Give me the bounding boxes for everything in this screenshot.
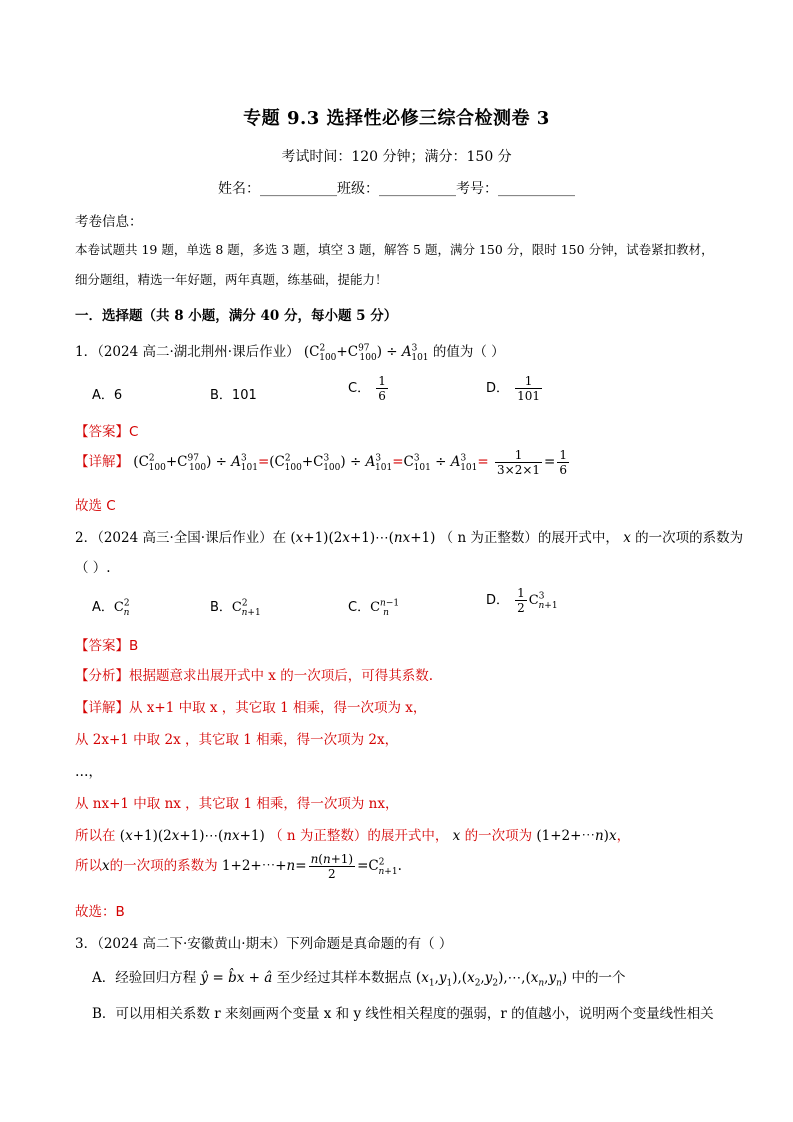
- q2-option-a: A．$C^2_n$: [92, 598, 130, 618]
- q2-analysis: 【分析】根据题意求出展开式中 x 的一次项后，可得其系数.: [75, 668, 433, 684]
- q1-detail: 【详解】 $(C^2_{100}+C^{97}_{100}) \div A^3_{101}=(C^2_{100}+C^3_{100}) \div A^3_{101}=C^3_{101} \div A^3_{101}=$ $\frac{1}{3\times 2\times 1}$ = $\frac{1}{6}$: [75, 448, 567, 477]
- q1-conclusion: 故选 C: [75, 498, 116, 514]
- q2-option-d: D． $\frac{1}{2}$ $C^3_{n+1}$: [486, 586, 558, 615]
- q2-detail-6: 所以x的一次项的系数为 1+2+⋯+n= $\frac{n(n+1)}{2}$ $=C^2_{n+1}$.: [75, 852, 402, 881]
- question-2-stem: 2．（2024 高三·全国·课后作业）在 (x+1)(2x+1)⋯(nx+1) （ n 为正整数）的展开式中， x 的一次项的系数为: [75, 530, 744, 546]
- q2-detail-1: 【详解】从 x+1 中取 x ，其它取 1 相乘，得一次项为 x，: [75, 700, 427, 716]
- q2-answer: 【答案】B: [75, 638, 139, 654]
- q2-conclusion: 故选：B: [75, 904, 125, 920]
- q1-option-b: B．101: [210, 388, 257, 403]
- question-3-stem: 3．（2024 高二下·安徽黄山·期末）下列命题是真命题的有（ ）: [75, 936, 453, 952]
- q1-stem-prefix: 1．（2024 高二·湖北荆州·课后作业）: [75, 344, 300, 360]
- page-title: 专题 9.3 选择性必修三综合检测卷 3: [243, 108, 550, 129]
- q1-option-a: A．6: [92, 388, 123, 403]
- q3-option-a: A．经验回归方程 ŷ = b̂x + â 至少经过其样本数据点 $(x_1,y_1),(x_2,y_2),\cdots,(x_n,y_n)$ 中的一个: [92, 970, 626, 989]
- info-heading: 考卷信息：: [75, 214, 143, 230]
- q1-option-d: D． $\frac{1}{101}$: [486, 374, 541, 403]
- info-line-1: 本卷试题共 19 题，单选 8 题，多选 3 题，填空 3 题，解答 5 题，满分 150 分，限时 150 分钟，试卷紧扣教材，: [75, 242, 714, 257]
- student-fields: 姓名：___________班级：___________考号：___________: [218, 181, 575, 197]
- section-heading: 一．选择题（共 8 小题，满分 40 分，每小题 5 分）: [75, 308, 398, 324]
- q2-option-b: B．$C^2_{n+1}$: [210, 598, 261, 618]
- q1-option-c: C． $\frac{1}{6}$: [348, 374, 386, 403]
- q2-detail-5: 所以在 (x+1)(2x+1)⋯(nx+1) （ n 为正整数）的展开式中， x 的一次项为 (1+2+⋯n)x，: [75, 828, 631, 844]
- info-line-2: 细分题组，精选一年好题，两年真题，练基础，提能力！: [75, 272, 388, 287]
- q2-detail-4: 从 nx+1 中取 nx ，其它取 1 相乘，得一次项为 nx，: [75, 796, 399, 812]
- question-1-stem: [75, 340, 505, 363]
- q2-detail-2: 从 2x+1 中取 2x ，其它取 1 相乘，得一次项为 2x，: [75, 732, 399, 748]
- q2-stem-line-2: （ ）.: [75, 560, 111, 576]
- exam-time: 考试时间：120 分钟；满分：150 分: [281, 149, 512, 165]
- q1-expression: $(C^2_{100}+C^{97}_{100}) \div A^3_{101}$: [303, 343, 429, 363]
- q2-option-c: C．$C^{n-1}_n$: [348, 598, 400, 618]
- q1-stem-suffix: 的值为（ ）: [432, 344, 505, 360]
- q2-detail-3: …，: [75, 764, 102, 780]
- q3-option-b: B．可以用相关系数 r 来刻画两个变量 x 和 y 线性相关程度的强弱，r 的值越小，说明两个变量线性相关: [92, 1006, 714, 1022]
- q1-answer: 【答案】C: [75, 424, 139, 440]
